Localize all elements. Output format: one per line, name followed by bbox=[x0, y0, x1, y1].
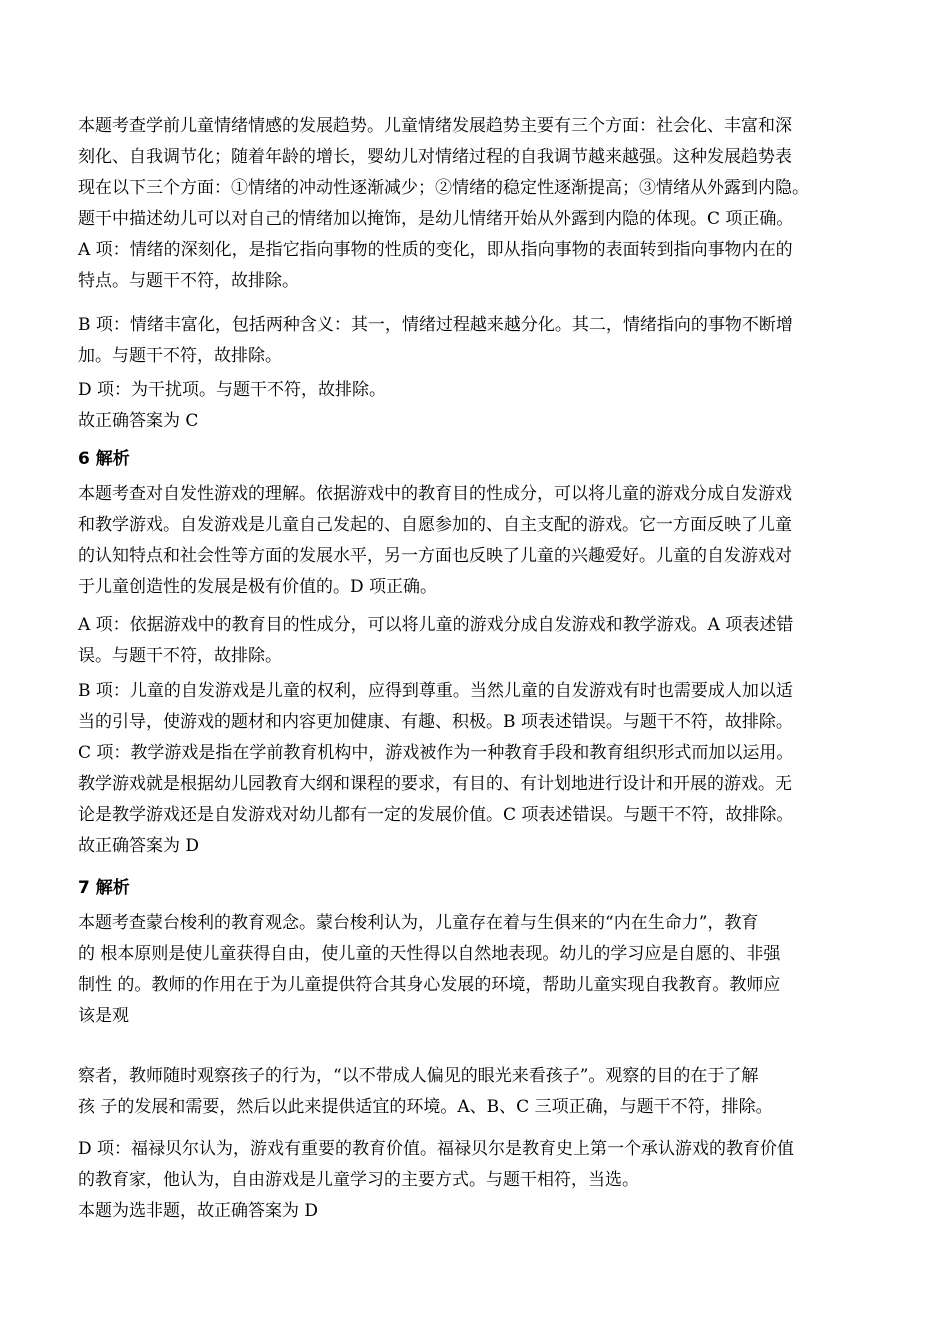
text-line: 当的引导，使游戏的题材和内容更加健康、有趣、积极。B 项表述错误。与题干不符，故排除。 bbox=[78, 712, 793, 732]
paragraph-montessori bbox=[78, 908, 898, 1032]
text-line: 本题考查对自发性游戏的理解。依据游戏中的教育目的性成分，可以将儿童的游戏分成自发游戏 bbox=[78, 484, 792, 504]
text-line: A 项：依据游戏中的教育目的性成分，可以将儿童的游戏分成自发游戏和教学游戏。A 项表述错 bbox=[78, 615, 794, 635]
paragraph-option-b bbox=[78, 310, 898, 372]
section-heading-7: 7 解析 bbox=[78, 878, 130, 898]
text-line: 教学游戏就是根据幼儿园教育大纲和课程的要求，有目的、有计划地进行设计和开展的游戏。无 bbox=[78, 774, 792, 794]
text-line: 本题为选非题，故正确答案为 D bbox=[78, 1201, 319, 1221]
text-line: A 项：情绪的深刻化，是指它指向事物的性质的变化，即从指向事物的表面转到指向事物内在的 bbox=[78, 240, 793, 260]
text-line: D 项：福禄贝尔认为，游戏有重要的教育价值。福禄贝尔是教育史上第一个承认游戏的教育价值 bbox=[78, 1139, 795, 1159]
paragraph-observer bbox=[78, 1061, 898, 1123]
text-line: 题干中描述幼儿可以对自己的情绪加以掩饰，是幼儿情绪开始从外露到内隐的体现。C 项正确。 bbox=[78, 209, 794, 229]
section-heading-6: 6 解析 bbox=[78, 449, 130, 469]
text-line: D 项：为干扰项。与题干不符，故排除。 bbox=[78, 380, 387, 400]
paragraph-option-a bbox=[78, 610, 898, 672]
paragraph-trend-analysis bbox=[78, 111, 898, 297]
text-line: 的 根本原则是使儿童获得自由，使儿童的天性得以自然地表现。幼儿的学习应是自愿的、非强 bbox=[78, 944, 781, 964]
paragraph-option-d-answer bbox=[78, 375, 898, 437]
text-line: 于儿童创造性的发展是极有价值的。D 项正确。 bbox=[78, 577, 438, 597]
text-line: 察者，教师随时观察孩子的行为，“以不带成人偏见的眼光来看孩子”。观察的目的在于了解 bbox=[78, 1066, 759, 1086]
text-line: 本题考查学前儿童情绪情感的发展趋势。儿童情绪发展趋势主要有三个方面：社会化、丰富和深 bbox=[78, 116, 792, 136]
text-line: 制性 的。教师的作用在于为儿童提供符合其身心发展的环境，帮助儿童实现自我教育。教师应 bbox=[78, 975, 781, 995]
text-line: 本题考查蒙台梭利的教育观念。蒙台梭利认为，儿童存在着与生俱来的“内在生命力”，教育 bbox=[78, 913, 759, 933]
text-line: 故正确答案为 C bbox=[78, 411, 199, 431]
paragraph-froebel-answer bbox=[78, 1134, 898, 1227]
text-line: B 项：儿童的自发游戏是儿童的权利，应得到尊重。当然儿童的自发游戏有时也需要成人加以适 bbox=[78, 681, 793, 701]
text-line: 误。与题干不符，故排除。 bbox=[78, 646, 282, 666]
paragraph-spontaneous-play bbox=[78, 479, 898, 603]
text-line: 该是观 bbox=[78, 1006, 129, 1026]
text-line: 和教学游戏。自发游戏是儿童自己发起的、自愿参加的、自主支配的游戏。它一方面反映了儿童 bbox=[78, 515, 792, 535]
text-line: 的认知特点和社会性等方面的发展水平，另一方面也反映了儿童的兴趣爱好。儿童的自发游戏对 bbox=[78, 546, 792, 566]
text-line: 的教育家，他认为，自由游戏是儿童学习的主要方式。与题干相符，当选。 bbox=[78, 1170, 639, 1190]
text-line: 现在以下三个方面：①情绪的冲动性逐渐减少；②情绪的稳定性逐渐提高；③情绪从外露到内隐。 bbox=[78, 178, 809, 198]
text-line: 加。与题干不符，故排除。 bbox=[78, 346, 282, 366]
text-line: 特点。与题干不符，故排除。 bbox=[78, 271, 299, 291]
text-line: 刻化、自我调节化；随着年龄的增长，婴幼儿对情绪过程的自我调节越来越强。这种发展趋势表 bbox=[78, 147, 792, 167]
paragraph-option-b-c bbox=[78, 676, 898, 862]
text-line: 故正确答案为 D bbox=[78, 836, 200, 856]
text-line: 论是教学游戏还是自发游戏对幼儿都有一定的发展价值。C 项表述错误。与题干不符，故排除。 bbox=[78, 805, 794, 825]
text-line: C 项：教学游戏是指在学前教育机构中，游戏被作为一种教育手段和教育组织形式而加以运用。 bbox=[78, 743, 794, 763]
text-line: B 项：情绪丰富化，包括两种含义：其一，情绪过程越来越分化。其二，情绪指向的事物不断增 bbox=[78, 315, 793, 335]
text-line: 孩 子的发展和需要，然后以此来提供适宜的环境。A、B、C 三项正确，与题干不符，排除。 bbox=[78, 1097, 773, 1117]
